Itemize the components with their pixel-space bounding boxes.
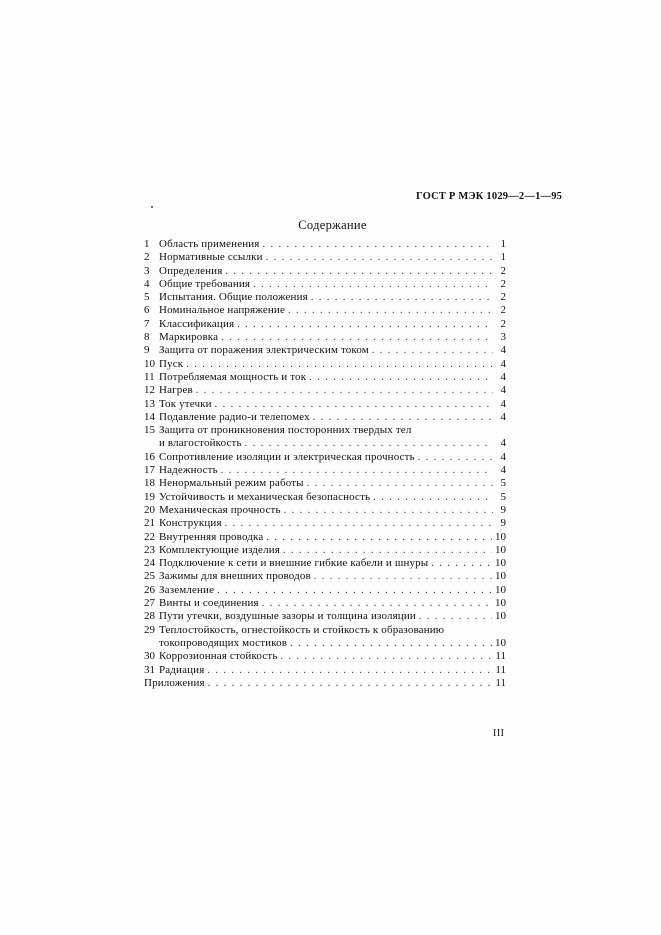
- toc-entry-title: Потребляемая мощность и ток: [159, 370, 307, 383]
- toc-entry-page: 4: [500, 464, 506, 477]
- dot-leader: [225, 265, 493, 278]
- toc-title: Содержание: [298, 218, 367, 232]
- page-number: III: [493, 728, 505, 739]
- toc-entry-page: 10: [495, 530, 506, 543]
- toc-entry[interactable]: [144, 597, 506, 610]
- toc-entry-page: 4: [500, 437, 506, 450]
- toc-entry[interactable]: [144, 384, 506, 397]
- toc-entry-page: 10: [495, 636, 506, 649]
- toc-entry-number: 29: [144, 623, 155, 636]
- toc-entry[interactable]: [144, 344, 506, 357]
- table-of-contents: [144, 238, 506, 690]
- toc-entry-title: Область применения: [159, 238, 260, 250]
- toc-entry[interactable]: [144, 318, 506, 331]
- dot-leader: [217, 584, 492, 597]
- dot-leader: [373, 491, 493, 504]
- toc-entry-title: Подавление радио-и телепомех: [159, 410, 310, 423]
- toc-entry-title: Нагрев: [159, 384, 193, 397]
- toc-entry-number: 1: [144, 238, 150, 250]
- dot-leader: [419, 610, 492, 623]
- toc-entry-title: Механическая прочность: [159, 503, 281, 516]
- toc-entry-page: 4: [500, 357, 506, 370]
- toc-entry-page: 1: [500, 238, 506, 250]
- toc-entry-page: 2: [500, 317, 506, 330]
- toc-entry[interactable]: [144, 650, 506, 663]
- toc-entry[interactable]: [144, 664, 506, 677]
- toc-entry-number: 17: [144, 464, 155, 477]
- toc-entry[interactable]: [144, 238, 506, 251]
- toc-entry-number: 12: [144, 384, 155, 397]
- toc-entry[interactable]: [144, 358, 506, 371]
- toc-entry[interactable]: [144, 265, 506, 278]
- toc-entry-page: 1: [500, 251, 506, 264]
- toc-entry-page: 9: [500, 503, 506, 516]
- dot-leader: [263, 238, 493, 251]
- toc-entry-page: 2: [500, 277, 506, 290]
- toc-entry-number: 10: [144, 357, 155, 370]
- toc-entry-page: 3: [500, 331, 506, 344]
- toc-entry-title: Общие требования: [159, 277, 251, 290]
- dot-leader: [196, 384, 493, 397]
- toc-entry-page: 10: [495, 543, 506, 556]
- toc-entry-number: 6: [144, 304, 150, 317]
- toc-entry-title: Комплектующие изделия: [159, 543, 280, 556]
- toc-entry-number: 25: [144, 570, 155, 583]
- dot-leader: [221, 464, 493, 477]
- dot-leader: [313, 411, 493, 424]
- toc-entry-title: Защита от поражения электрическим током: [159, 344, 369, 357]
- toc-entry[interactable]: [144, 570, 506, 583]
- toc-entry-title: Подключение к сети и внешние гибкие кабели и шнуры: [159, 557, 429, 570]
- toc-entry-page: 5: [500, 490, 506, 503]
- toc-entry-number: 14: [144, 410, 155, 423]
- toc-entry-title: Маркировка: [159, 331, 219, 344]
- toc-entry-number: 27: [144, 597, 155, 610]
- dot-leader: [288, 304, 493, 317]
- toc-entry-number: 3: [144, 264, 150, 277]
- toc-entry-page: 11: [495, 650, 506, 663]
- toc-entry-number: 24: [144, 557, 155, 570]
- toc-entry-page: 4: [500, 344, 506, 357]
- dot-leader: [290, 637, 492, 650]
- toc-entry-title: Испытания. Общие положения: [159, 291, 308, 304]
- toc-entry-appendices[interactable]: [144, 677, 506, 690]
- toc-entry[interactable]: [144, 477, 506, 490]
- toc-entry-title: Пуск: [159, 357, 184, 370]
- toc-entry-number: 18: [144, 477, 155, 490]
- toc-entry-title-continuation: и влагостойкость: [159, 437, 242, 450]
- toc-entry-page: 11: [495, 676, 506, 689]
- toc-entry-number: 26: [144, 583, 155, 596]
- toc-entry[interactable]: [144, 517, 506, 530]
- toc-entry-title: Приложения: [144, 676, 205, 689]
- toc-entry-page: 2: [500, 304, 506, 317]
- dot-leader: [225, 517, 493, 530]
- toc-entry-title: Винты и соединения: [159, 597, 259, 610]
- document-code-header: ГОСТ Р МЭК 1029—2—1—95: [416, 191, 563, 202]
- toc-entry[interactable]: [144, 584, 506, 597]
- toc-entry[interactable]: [144, 424, 506, 437]
- toc-entry-title: Надежность: [159, 464, 218, 477]
- toc-entry[interactable]: [144, 411, 506, 424]
- toc-entry-page: 2: [500, 264, 506, 277]
- toc-entry-number: 31: [144, 663, 155, 676]
- toc-entry-number: 11: [144, 370, 155, 383]
- dot-leader: [186, 358, 493, 371]
- toc-entry-page: 4: [500, 397, 506, 410]
- toc-entry[interactable]: [144, 504, 506, 517]
- toc-entry-number: 7: [144, 317, 150, 330]
- toc-entry-page: 10: [495, 570, 506, 583]
- toc-entry[interactable]: [144, 371, 506, 384]
- toc-entry-number: 16: [144, 450, 155, 463]
- dot-leader: [266, 531, 492, 544]
- toc-entry-number: 15: [144, 424, 155, 437]
- toc-entry-title: Определения: [159, 264, 223, 277]
- toc-entry-page: 4: [500, 370, 506, 383]
- toc-entry-title: Радиация: [159, 663, 205, 676]
- toc-entry-title: Пути утечки, воздушные зазоры и толщина изоляции: [159, 610, 416, 623]
- toc-entry[interactable]: [144, 398, 506, 411]
- toc-entry-title: Сопротивление изоляции и электрическая прочность: [159, 450, 415, 463]
- toc-entry-title: Теплостойкость, огнестойкость и стойкость к образованию: [159, 623, 445, 636]
- toc-entry-page: 4: [500, 450, 506, 463]
- toc-entry-title: Защита от проникновения посторонних твердых тел: [159, 424, 412, 437]
- dot-leader: [309, 371, 493, 384]
- toc-entry[interactable]: [144, 610, 506, 623]
- toc-entry-number: 19: [144, 490, 155, 503]
- dot-leader: [266, 251, 493, 264]
- toc-entry-number: 2: [144, 251, 150, 264]
- toc-entry-continuation[interactable]: [144, 637, 506, 650]
- toc-entry[interactable]: [144, 624, 506, 637]
- toc-entry-page: 10: [495, 557, 506, 570]
- toc-entry-number: 30: [144, 650, 155, 663]
- toc-entry-number: 9: [144, 344, 150, 357]
- dot-leader: [372, 344, 493, 357]
- toc-entry-page: 2: [500, 291, 506, 304]
- toc-entry[interactable]: [144, 278, 506, 291]
- toc-entry-page: 10: [495, 583, 506, 596]
- toc-entry-page: 10: [495, 597, 506, 610]
- toc-entry-title: Внутренняя проводка: [159, 530, 264, 543]
- toc-entry-title: Нормативные ссылки: [159, 251, 263, 264]
- dot-leader: [431, 557, 492, 570]
- toc-entry[interactable]: [144, 531, 506, 544]
- dot-leader: [208, 677, 493, 690]
- scan-speck: [151, 206, 153, 208]
- toc-entry-title: Зажимы для внешних проводов: [159, 570, 311, 583]
- dot-leader: [418, 451, 493, 464]
- toc-entry[interactable]: [144, 544, 506, 557]
- dot-leader: [314, 570, 492, 583]
- toc-entry-title: Ток утечки: [159, 397, 212, 410]
- toc-entry-number: 23: [144, 543, 155, 556]
- toc-entry[interactable]: [144, 291, 506, 304]
- toc-entry-number: 22: [144, 530, 155, 543]
- dot-leader: [221, 331, 493, 344]
- dot-leader: [280, 650, 492, 663]
- dot-leader: [283, 544, 492, 557]
- dot-leader: [207, 664, 492, 677]
- toc-entry-title: Устойчивость и механическая безопасность: [159, 490, 371, 503]
- toc-entry-page: 5: [500, 477, 506, 490]
- toc-entry-title: Конструкция: [159, 517, 222, 530]
- dot-leader: [253, 278, 493, 291]
- toc-entry-number: 13: [144, 397, 155, 410]
- toc-entry-page: 9: [500, 517, 506, 530]
- toc-entry-title: Номинальное напряжение: [159, 304, 285, 317]
- toc-entry-number: 28: [144, 610, 155, 623]
- toc-entry-title-continuation: токопроводящих мостиков: [159, 636, 288, 649]
- toc-entry[interactable]: [144, 557, 506, 570]
- dot-leader: [311, 291, 493, 304]
- toc-entry[interactable]: [144, 451, 506, 464]
- toc-entry-number: 5: [144, 291, 150, 304]
- toc-entry-title: Ненормальный режим работы: [159, 477, 304, 490]
- toc-entry-continuation[interactable]: [144, 437, 506, 450]
- toc-entry[interactable]: [144, 251, 506, 264]
- toc-entry[interactable]: [144, 491, 506, 504]
- toc-entry-number: 8: [144, 331, 150, 344]
- dot-leader: [237, 318, 493, 331]
- toc-entry-number: 20: [144, 503, 155, 516]
- toc-entry-page: 10: [495, 610, 506, 623]
- dot-leader: [245, 437, 493, 450]
- toc-entry-number: 21: [144, 517, 155, 530]
- toc-entry-title: Коррозионная стойкость: [159, 650, 278, 663]
- toc-entry-page: 11: [495, 663, 506, 676]
- dot-leader: [307, 477, 493, 490]
- toc-entry-title: Классификация: [159, 317, 235, 330]
- toc-entry-number: 4: [144, 277, 150, 290]
- toc-entry-title: Заземление: [159, 583, 215, 596]
- toc-entry[interactable]: [144, 464, 506, 477]
- toc-entry[interactable]: [144, 304, 506, 317]
- toc-entry-page: 4: [500, 384, 506, 397]
- toc-entry[interactable]: [144, 331, 506, 344]
- dot-leader: [262, 597, 492, 610]
- dot-leader: [215, 398, 493, 411]
- dot-leader: [284, 504, 493, 517]
- toc-entry-page: 4: [500, 410, 506, 423]
